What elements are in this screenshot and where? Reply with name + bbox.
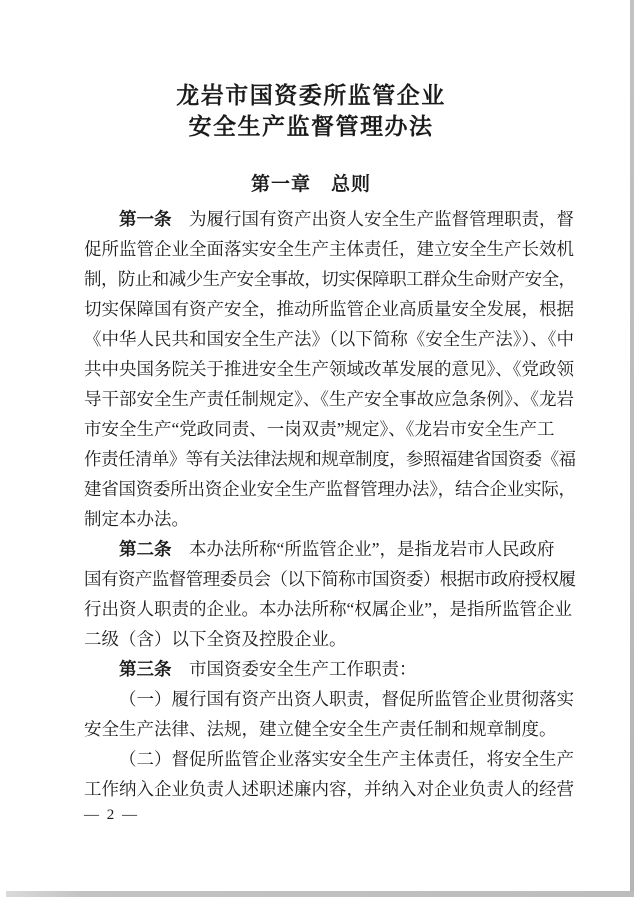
text-line: 建省国资委所出资企业安全生产监督管理办法》，结合企业实际，: [84, 479, 576, 499]
text-line: 第一条 为履行国有资产出资人安全生产监督管理职责，督: [119, 209, 574, 229]
text-line: 制定本办法。: [84, 509, 189, 529]
text-line: 市安全生产“党政同责、一岗双责”规定》、《龙岩市安全生产工: [84, 419, 555, 439]
text-line: 国有资产监督管理委员会（以下简称市国资委）根据市政府授权履: [84, 569, 576, 589]
scan-edge-bottom: [6, 891, 634, 897]
scan-edge-right: [630, 0, 634, 897]
text-line: 导干部安全生产责任制规定》、《生产安全事故应急条例》、《龙岩: [84, 389, 574, 409]
text-line: 切实保障国有资产安全，推动所监管企业高质量安全发展，根据: [84, 299, 574, 319]
body-text: [84, 204, 576, 804]
text-line: 促所监管企业全面落实安全生产主体责任，建立安全生产长效机: [84, 239, 574, 259]
text-line: （一）履行国有资产出资人职责，督促所监管企业贯彻落实: [119, 689, 574, 709]
title-line-1: 龙岩市国资委所监管企业: [176, 83, 446, 108]
text-line: 工作纳入企业负责人述职述廉内容，并纳入对企业负责人的经营: [84, 779, 574, 799]
article-number: 第二条: [119, 539, 172, 559]
text-line: 《中华人民共和国安全生产法》（以下简称《安全生产法》）、《中: [84, 329, 574, 349]
text-line: 安全生产法律、法规，建立健全安全生产责任制和规章制度。: [84, 719, 557, 739]
document-title: [0, 80, 622, 142]
article-number: 第三条: [119, 659, 172, 679]
text-line: 第二条 本办法所称“所监管企业”，是指龙岩市人民政府: [119, 539, 555, 559]
text-line: 制，防止和减少生产安全事故，切实保障职工群众生命财产安全，: [84, 269, 576, 289]
title-line-2: 安全生产监督管理办法: [188, 114, 434, 139]
text-line: 第三条 市国资委安全生产工作职责：: [119, 659, 417, 679]
text-line: 作责任清单》等有关法律法规和规章制度，参照福建省国资委《福: [84, 449, 576, 469]
chapter-heading: 第一章 总则: [250, 174, 371, 195]
text-line: 二级（含）以下全资及控股企业。: [84, 629, 347, 649]
text-line: 行出资人职责的企业。本办法所称“权属企业”，是指所监管企业: [84, 599, 573, 619]
text-line: （二）督促所监管企业落实安全生产主体责任，将安全生产: [119, 749, 574, 769]
article-number: 第一条: [119, 209, 172, 229]
page-number: — 2 —: [84, 807, 139, 823]
text-line: 共中央国务院关于推进安全生产领域改革发展的意见》、《党政领: [84, 359, 574, 379]
